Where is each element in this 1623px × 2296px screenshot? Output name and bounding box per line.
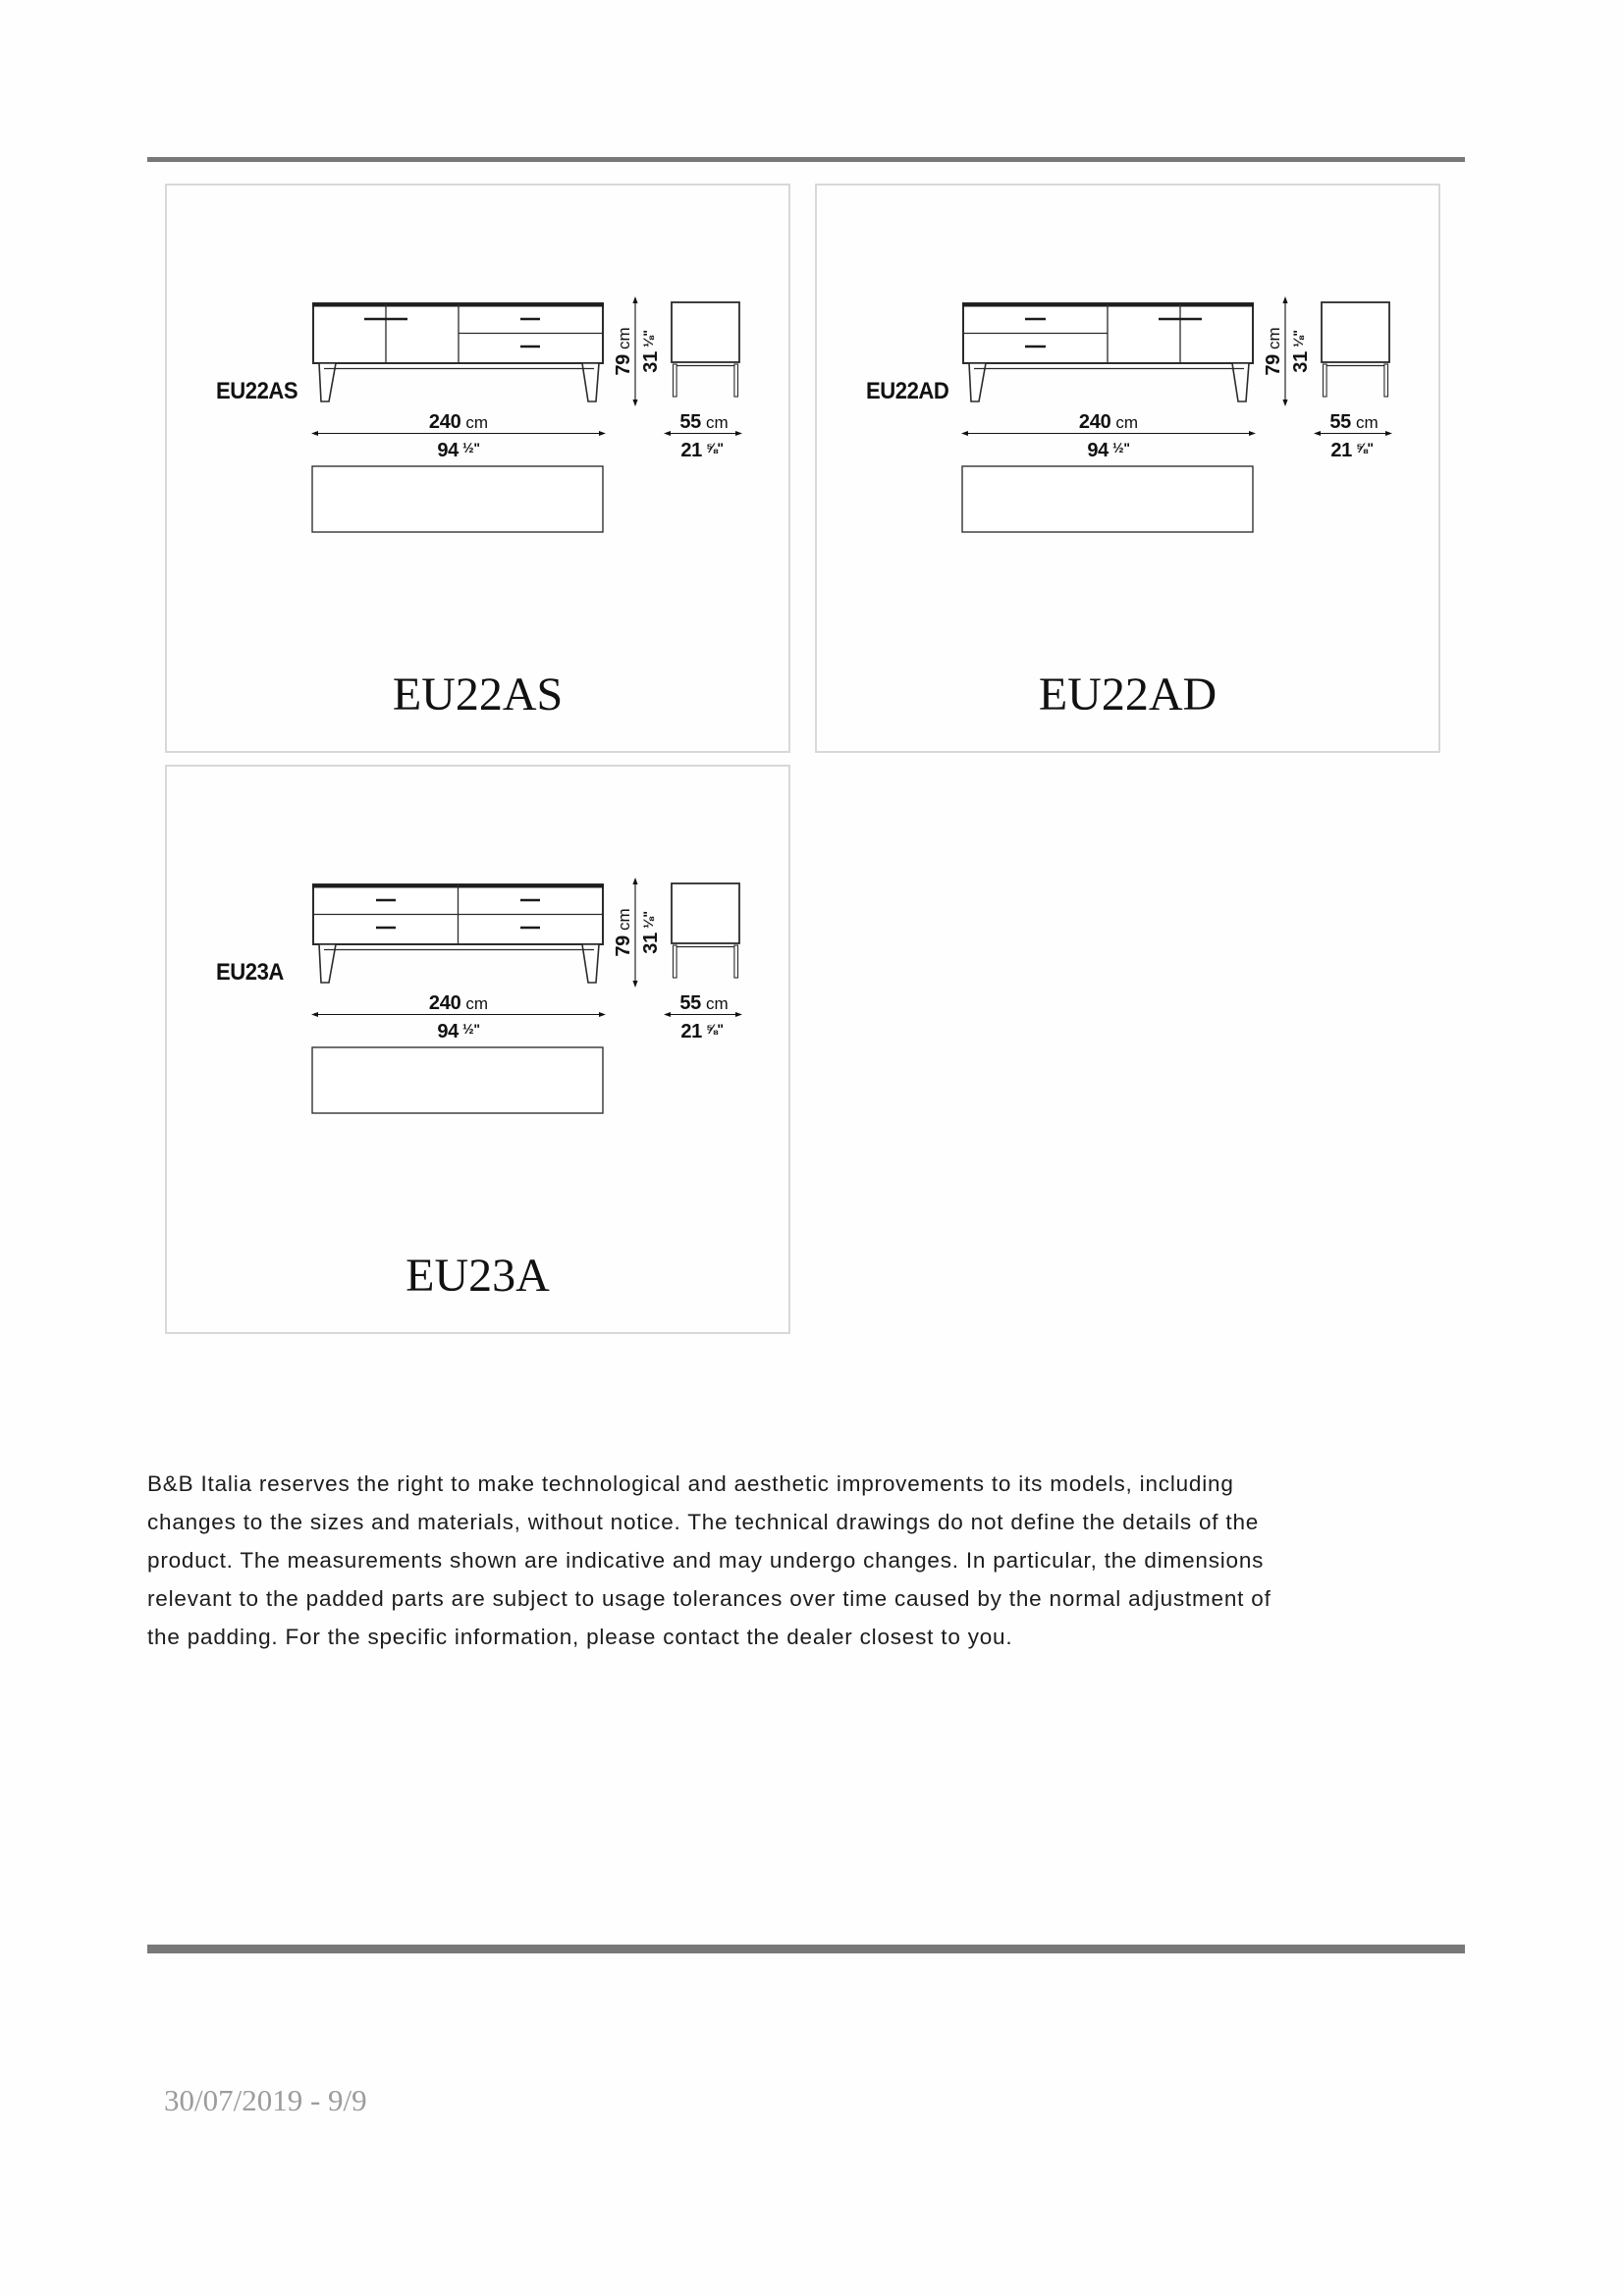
- technical-drawing-eu22as: [167, 186, 788, 751]
- side-view: [1322, 302, 1389, 397]
- height-dimension: [1263, 296, 1312, 406]
- height-dimension: [613, 878, 662, 988]
- height-in-label: $31^{\frac{1}{8}"}$: [1290, 330, 1312, 373]
- model-code-label: EU23A: [216, 959, 284, 986]
- model-display-label: EU22AD: [1038, 668, 1217, 721]
- front-view: [312, 884, 604, 983]
- disclaimer-line: the padding. For the specific information, please contact the dealer closest to you.: [147, 1625, 1013, 1649]
- depth-cm-label: 55 cm: [679, 992, 729, 1014]
- spec-panel-eu23a: [165, 765, 790, 1334]
- technical-drawing-eu23a: [167, 767, 788, 1332]
- height-in-label: $31^{\frac{1}{8}"}$: [640, 911, 662, 954]
- spec-panel-eu22as: [165, 184, 790, 753]
- width-dimension: [961, 411, 1256, 461]
- depth-dimension: [664, 992, 742, 1042]
- width-dimension: [311, 992, 606, 1042]
- top-divider-rule: [147, 157, 1465, 162]
- plan-view: [962, 466, 1253, 532]
- model-code-label: EU22AS: [216, 378, 298, 404]
- depth-cm-label: 55 cm: [1329, 411, 1379, 433]
- front-view: [312, 303, 604, 401]
- depth-dimension: [1314, 411, 1392, 461]
- depth-in-label: 21 $^{\frac{5}{8}"}$: [1330, 440, 1374, 461]
- height-cm-label: 79cm: [1263, 327, 1284, 376]
- width-in-label: 94 $^{\frac{1}{2}"}$: [437, 440, 480, 461]
- disclaimer-line: relevant to the padded parts are subject to usage tolerances over time caused by the normal adjustment of: [147, 1586, 1271, 1611]
- depth-cm-label: 55 cm: [679, 411, 729, 433]
- height-in-label: $31^{\frac{1}{8}"}$: [640, 330, 662, 373]
- width-cm-label: 240 cm: [428, 992, 489, 1014]
- depth-in-label: 21 $^{\frac{5}{8}"}$: [680, 1021, 724, 1042]
- bottom-divider-rule: [147, 1945, 1465, 1953]
- width-cm-label: 240 cm: [1078, 411, 1139, 433]
- height-cm-label: 79cm: [613, 908, 634, 957]
- height-cm-label: 79cm: [613, 327, 634, 376]
- model-code-label: EU22AD: [866, 378, 949, 404]
- depth-in-label: 21 $^{\frac{5}{8}"}$: [680, 440, 724, 461]
- front-view: [962, 303, 1254, 401]
- plan-view: [312, 1047, 603, 1113]
- width-in-label: 94 $^{\frac{1}{2}"}$: [1087, 440, 1130, 461]
- depth-dimension: [664, 411, 742, 461]
- height-dimension: [613, 296, 662, 406]
- width-dimension: [311, 411, 606, 461]
- footer-date-page: 30/07/2019 - 9/9: [164, 2083, 367, 2117]
- disclaimer-line: B&B Italia reserves the right to make technological and aesthetic improvements to its models, including: [147, 1471, 1234, 1496]
- model-display-label: EU23A: [406, 1250, 550, 1302]
- disclaimer-line: changes to the sizes and materials, without notice. The technical drawings do not define the details of the: [147, 1510, 1260, 1534]
- plan-view: [312, 466, 603, 532]
- width-in-label: 94 $^{\frac{1}{2}"}$: [437, 1021, 480, 1042]
- side-view: [672, 302, 739, 397]
- disclaimer-paragraph: [147, 1465, 1488, 1656]
- technical-drawing-eu22ad: [817, 186, 1438, 751]
- side-view: [672, 883, 739, 978]
- spec-panel-eu22ad: [815, 184, 1440, 753]
- model-display-label: EU22AS: [392, 668, 564, 721]
- disclaimer-line: product. The measurements shown are indicative and may undergo changes. In particular, the dimensions: [147, 1548, 1265, 1573]
- width-cm-label: 240 cm: [428, 411, 489, 433]
